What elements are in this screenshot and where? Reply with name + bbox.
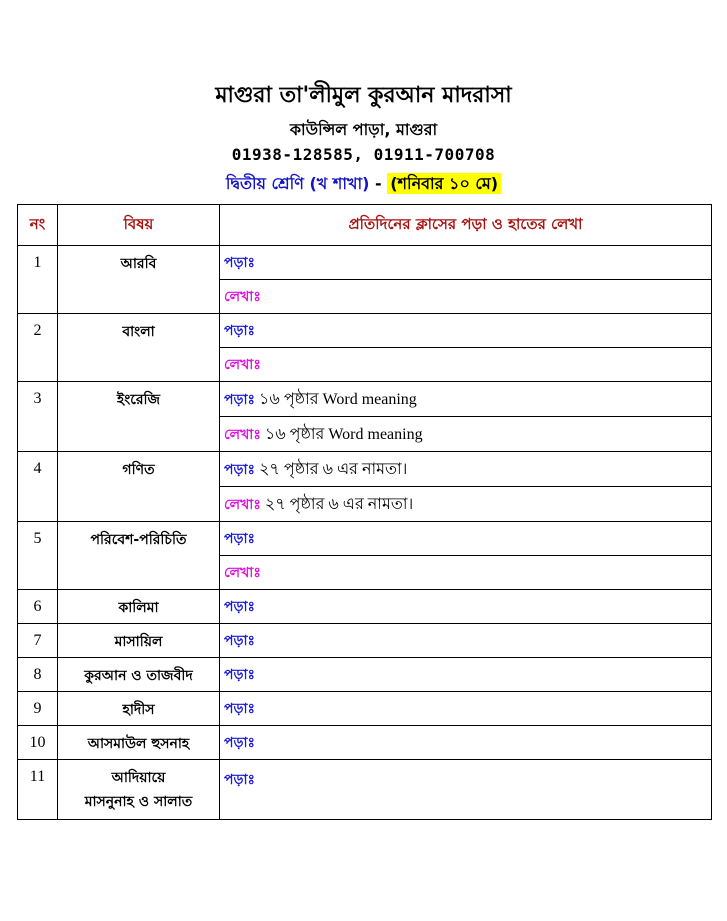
row-number: 5 [18, 522, 58, 590]
read-cell [220, 590, 712, 624]
row-number: 9 [18, 692, 58, 726]
madrasa-title: মাগুরা তা'লীমুল কুরআন মাদরাসা [215, 83, 512, 108]
read-cell [220, 522, 712, 556]
table-header-row [18, 205, 712, 246]
row-number: 8 [18, 658, 58, 692]
row-number: 6 [18, 590, 58, 624]
read-label: পড়াঃ [224, 666, 256, 683]
row-subject: কালিমা [58, 590, 220, 624]
table-row [18, 590, 712, 624]
header-subject: বিষয় [58, 205, 220, 246]
row-subject: মাসায়িল [58, 624, 220, 658]
write-cell [220, 348, 712, 382]
read-cell [220, 726, 712, 760]
write-label: লেখাঃ [224, 426, 261, 443]
heading-separator: - [369, 174, 388, 193]
read-label: পড়াঃ [224, 772, 256, 788]
read-cell [220, 692, 712, 726]
table-row [18, 692, 712, 726]
read-cell [220, 452, 712, 487]
row-subject: আরবি [58, 246, 220, 314]
header-number: নং [18, 205, 58, 246]
table-row [18, 522, 712, 556]
table-row [18, 314, 712, 348]
read-label: পড়াঃ [224, 254, 256, 271]
row-subject: কুরআন ও তাজবীদ [58, 658, 220, 692]
row-subject: ইংরেজি [58, 382, 220, 452]
table-row [18, 760, 712, 820]
read-text: ১৬ পৃষ্ঠার Word meaning [259, 390, 417, 408]
write-text: ২৭ পৃষ্ঠার ৬ এর নামতা। [264, 495, 414, 513]
row-subject: গণিত [58, 452, 220, 522]
class-label: দ্বিতীয় শ্রেণি (খ শাখা) [225, 174, 370, 193]
read-label: পড়াঃ [224, 391, 256, 408]
read-cell [220, 624, 712, 658]
row-subject: আসমাউল হুসনাহ [58, 726, 220, 760]
table-row [18, 658, 712, 692]
row-subject [58, 760, 220, 820]
row-number: 2 [18, 314, 58, 382]
row-subject: পরিবেশ-পরিচিতি [58, 522, 220, 590]
write-label: লেখাঃ [224, 496, 261, 513]
row-number: 10 [18, 726, 58, 760]
write-cell [220, 487, 712, 522]
read-text: ২৭ পৃষ্ঠার ৬ এর নামতা। [259, 460, 408, 478]
read-label: পড়াঃ [224, 632, 256, 649]
write-label: লেখাঃ [224, 564, 261, 581]
day-label: (শনিবার ১০ মে) [387, 173, 501, 194]
write-label: লেখাঃ [224, 356, 261, 373]
table-row [18, 382, 712, 417]
homework-table [17, 204, 712, 820]
header-daily-work: প্রতিদিনের ক্লাসের পড়া ও হাতের লেখা [220, 205, 712, 246]
table-row [18, 624, 712, 658]
phone-numbers: 01938-128585, 01911-700708 [231, 145, 496, 164]
class-heading [0, 171, 727, 198]
row-number: 4 [18, 452, 58, 522]
read-label: পড়াঃ [224, 700, 256, 717]
read-label: পড়াঃ [224, 322, 256, 339]
read-cell [220, 314, 712, 348]
table-row [18, 246, 712, 280]
read-label: পড়াঃ [224, 598, 256, 615]
write-cell [220, 556, 712, 590]
madrasa-address: কাউন্সিল পাড়া, মাগুরা [289, 120, 438, 139]
read-label: পড়াঃ [224, 530, 256, 547]
subject-line-1: আদিয়ায়ে [111, 770, 166, 786]
read-label: পড়াঃ [224, 461, 256, 478]
subject-line-2: মাসনুনাহ ও সালাত [84, 794, 193, 810]
read-cell [220, 382, 712, 417]
row-subject: হাদীস [58, 692, 220, 726]
table-row [18, 726, 712, 760]
row-number: 1 [18, 246, 58, 314]
row-number: 7 [18, 624, 58, 658]
write-label: লেখাঃ [224, 288, 261, 305]
row-number: 3 [18, 382, 58, 452]
read-cell [220, 760, 712, 820]
write-cell [220, 280, 712, 314]
table-row [18, 452, 712, 487]
read-cell [220, 246, 712, 280]
row-number: 11 [18, 760, 58, 820]
write-cell [220, 417, 712, 452]
read-cell [220, 658, 712, 692]
read-label: পড়াঃ [224, 734, 256, 751]
write-text: ১৬ পৃষ্ঠার Word meaning [264, 425, 423, 443]
row-subject: বাংলা [58, 314, 220, 382]
